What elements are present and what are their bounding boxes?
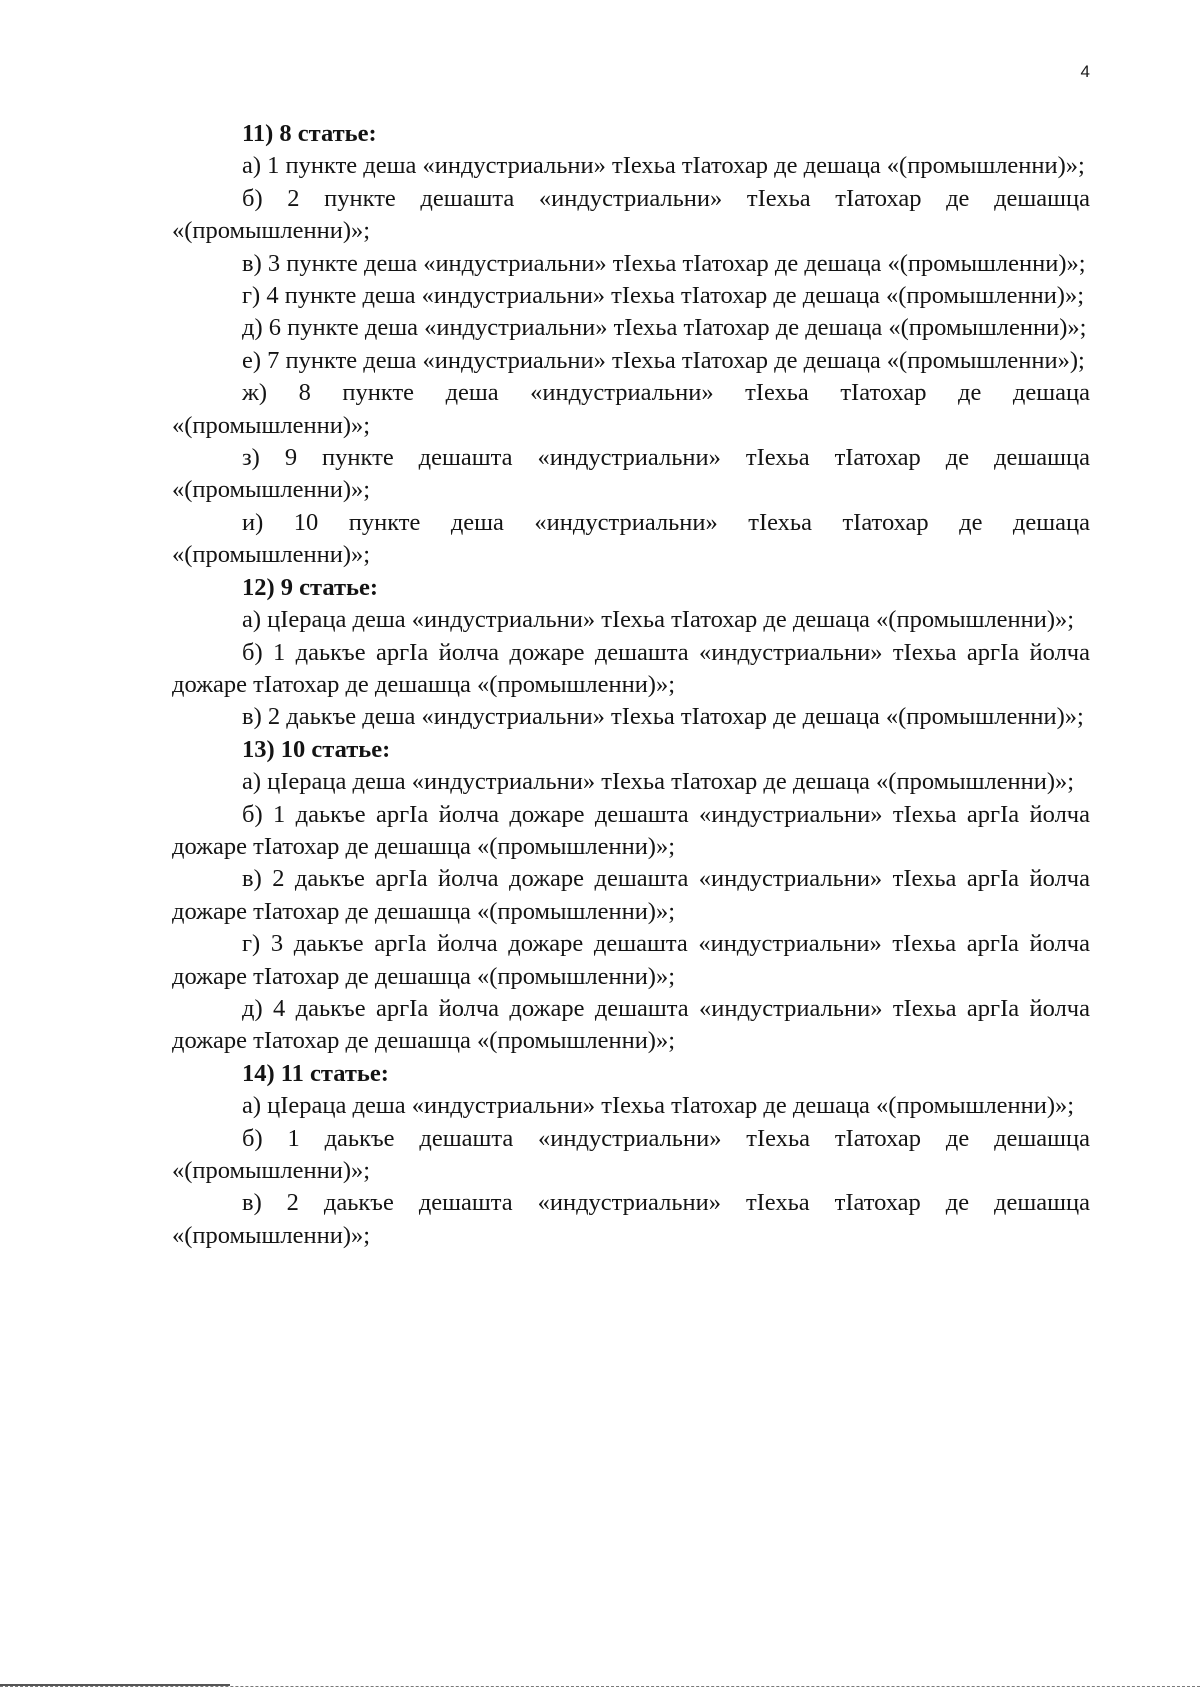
- list-item-12c: в) 2 даькъе деша «индустриальни» тӀехьа тӀатохар де дешаца «(промышленни)»;: [242, 703, 1084, 731]
- list-item-11h: з) 9 пункте дешашта «индустриальни» тӀехьа тӀатохар де дешашца «(промышленни)»;: [172, 444, 1090, 504]
- list-item-13d: г) 3 даькъе аргӀа йолча дожаре дешашта «индустриальни» тӀехьа аргӀа йолча дожаре тӀатохар де дешашца «(промышленни)»;: [172, 930, 1090, 990]
- list-item-14b: б) 1 даькъе дешашта «индустриальни» тӀехьа тӀатохар де дешашца «(промышленни)»;: [172, 1124, 1090, 1184]
- list-item-11c: в) 3 пункте деша «индустриальни» тӀехьа тӀатохар де дешаца «(промышленни)»;: [242, 249, 1086, 277]
- list-item-11f: е) 7 пункте деша «индустриальни» тӀехьа тӀатохар де дешаца «(промышленни»);: [242, 346, 1085, 374]
- list-item-13b: б) 1 даькъе аргӀа йолча дожаре дешашта «индустриальни» тӀехьа аргӀа йолча дожаре тӀатохар де дешашца «(промышленни)»;: [172, 800, 1090, 860]
- list-item-14a: а) цӀераца деша «индустриальни» тӀехьа тӀатохар де дешаца «(промышленни)»;: [242, 1092, 1075, 1120]
- section-heading-14: 14) 11 статье:: [242, 1059, 389, 1087]
- list-item-14c: в) 2 даькъе дешашта «индустриальни» тӀехьа тӀатохар де дешашца «(промышленни)»;: [172, 1189, 1090, 1249]
- list-item-11e: д) 6 пункте деша «индустриальни» тӀехьа тӀатохар де дешаца «(промышленни)»;: [242, 314, 1087, 342]
- list-item-11i: и) 10 пункте деша «индустриальни» тӀехьа тӀатохар де дешаца «(промышленни)»;: [172, 508, 1090, 569]
- section-heading-11: 11) 8 статье:: [242, 120, 377, 147]
- list-item-13e: д) 4 даькъе аргӀа йолча дожаре дешашта «индустриальни» тӀехьа аргӀа йолча дожаре тӀатохар де дешашца «(промышленни)»;: [172, 994, 1090, 1055]
- list-item-11b: б) 2 пункте дешашта «индустриальни» тӀехьа тӀатохар де дешашца «(промышленни)»;: [172, 184, 1090, 245]
- scan-edge-dashes: [0, 1686, 1200, 1687]
- list-item-13c: в) 2 даькъе аргӀа йолча дожаре дешашта «индустриальни» тӀехьа аргӀа йолча дожаре тӀатохар де дешашца «(промышленни)»;: [172, 865, 1090, 925]
- document-body: [172, 118, 1090, 1252]
- section-heading-12: 12) 9 статье:: [242, 573, 379, 601]
- list-item-12a: а) цӀераца деша «индустриальни» тӀехьа тӀатохар де дешаца «(промышленни)»;: [242, 606, 1075, 634]
- section-heading-13: 13) 10 статье:: [242, 735, 391, 763]
- list-item-12b: б) 1 даькъе аргӀа йолча дожаре дешашта «индустриальни» тӀехьа аргӀа йолча дожаре тӀатохар де дешашца «(промышленни)»;: [172, 638, 1090, 698]
- list-item-11g: ж) 8 пункте деша «индустриальни» тӀехьа тӀатохар де дешаца «(промышленни)»;: [172, 379, 1090, 439]
- list-item-11d: г) 4 пункте деша «индустриальни» тӀехьа тӀатохар де дешаца «(промышленни)»;: [242, 282, 1085, 310]
- page-number: 4: [1080, 62, 1090, 81]
- list-item-11a: а) 1 пункте деша «индустриальни» тӀехьа тӀатохар де дешаца «(промышленни)»;: [242, 152, 1085, 180]
- list-item-13a: а) цӀераца деша «индустриальни» тӀехьа тӀатохар де дешаца «(промышленни)»;: [242, 768, 1075, 796]
